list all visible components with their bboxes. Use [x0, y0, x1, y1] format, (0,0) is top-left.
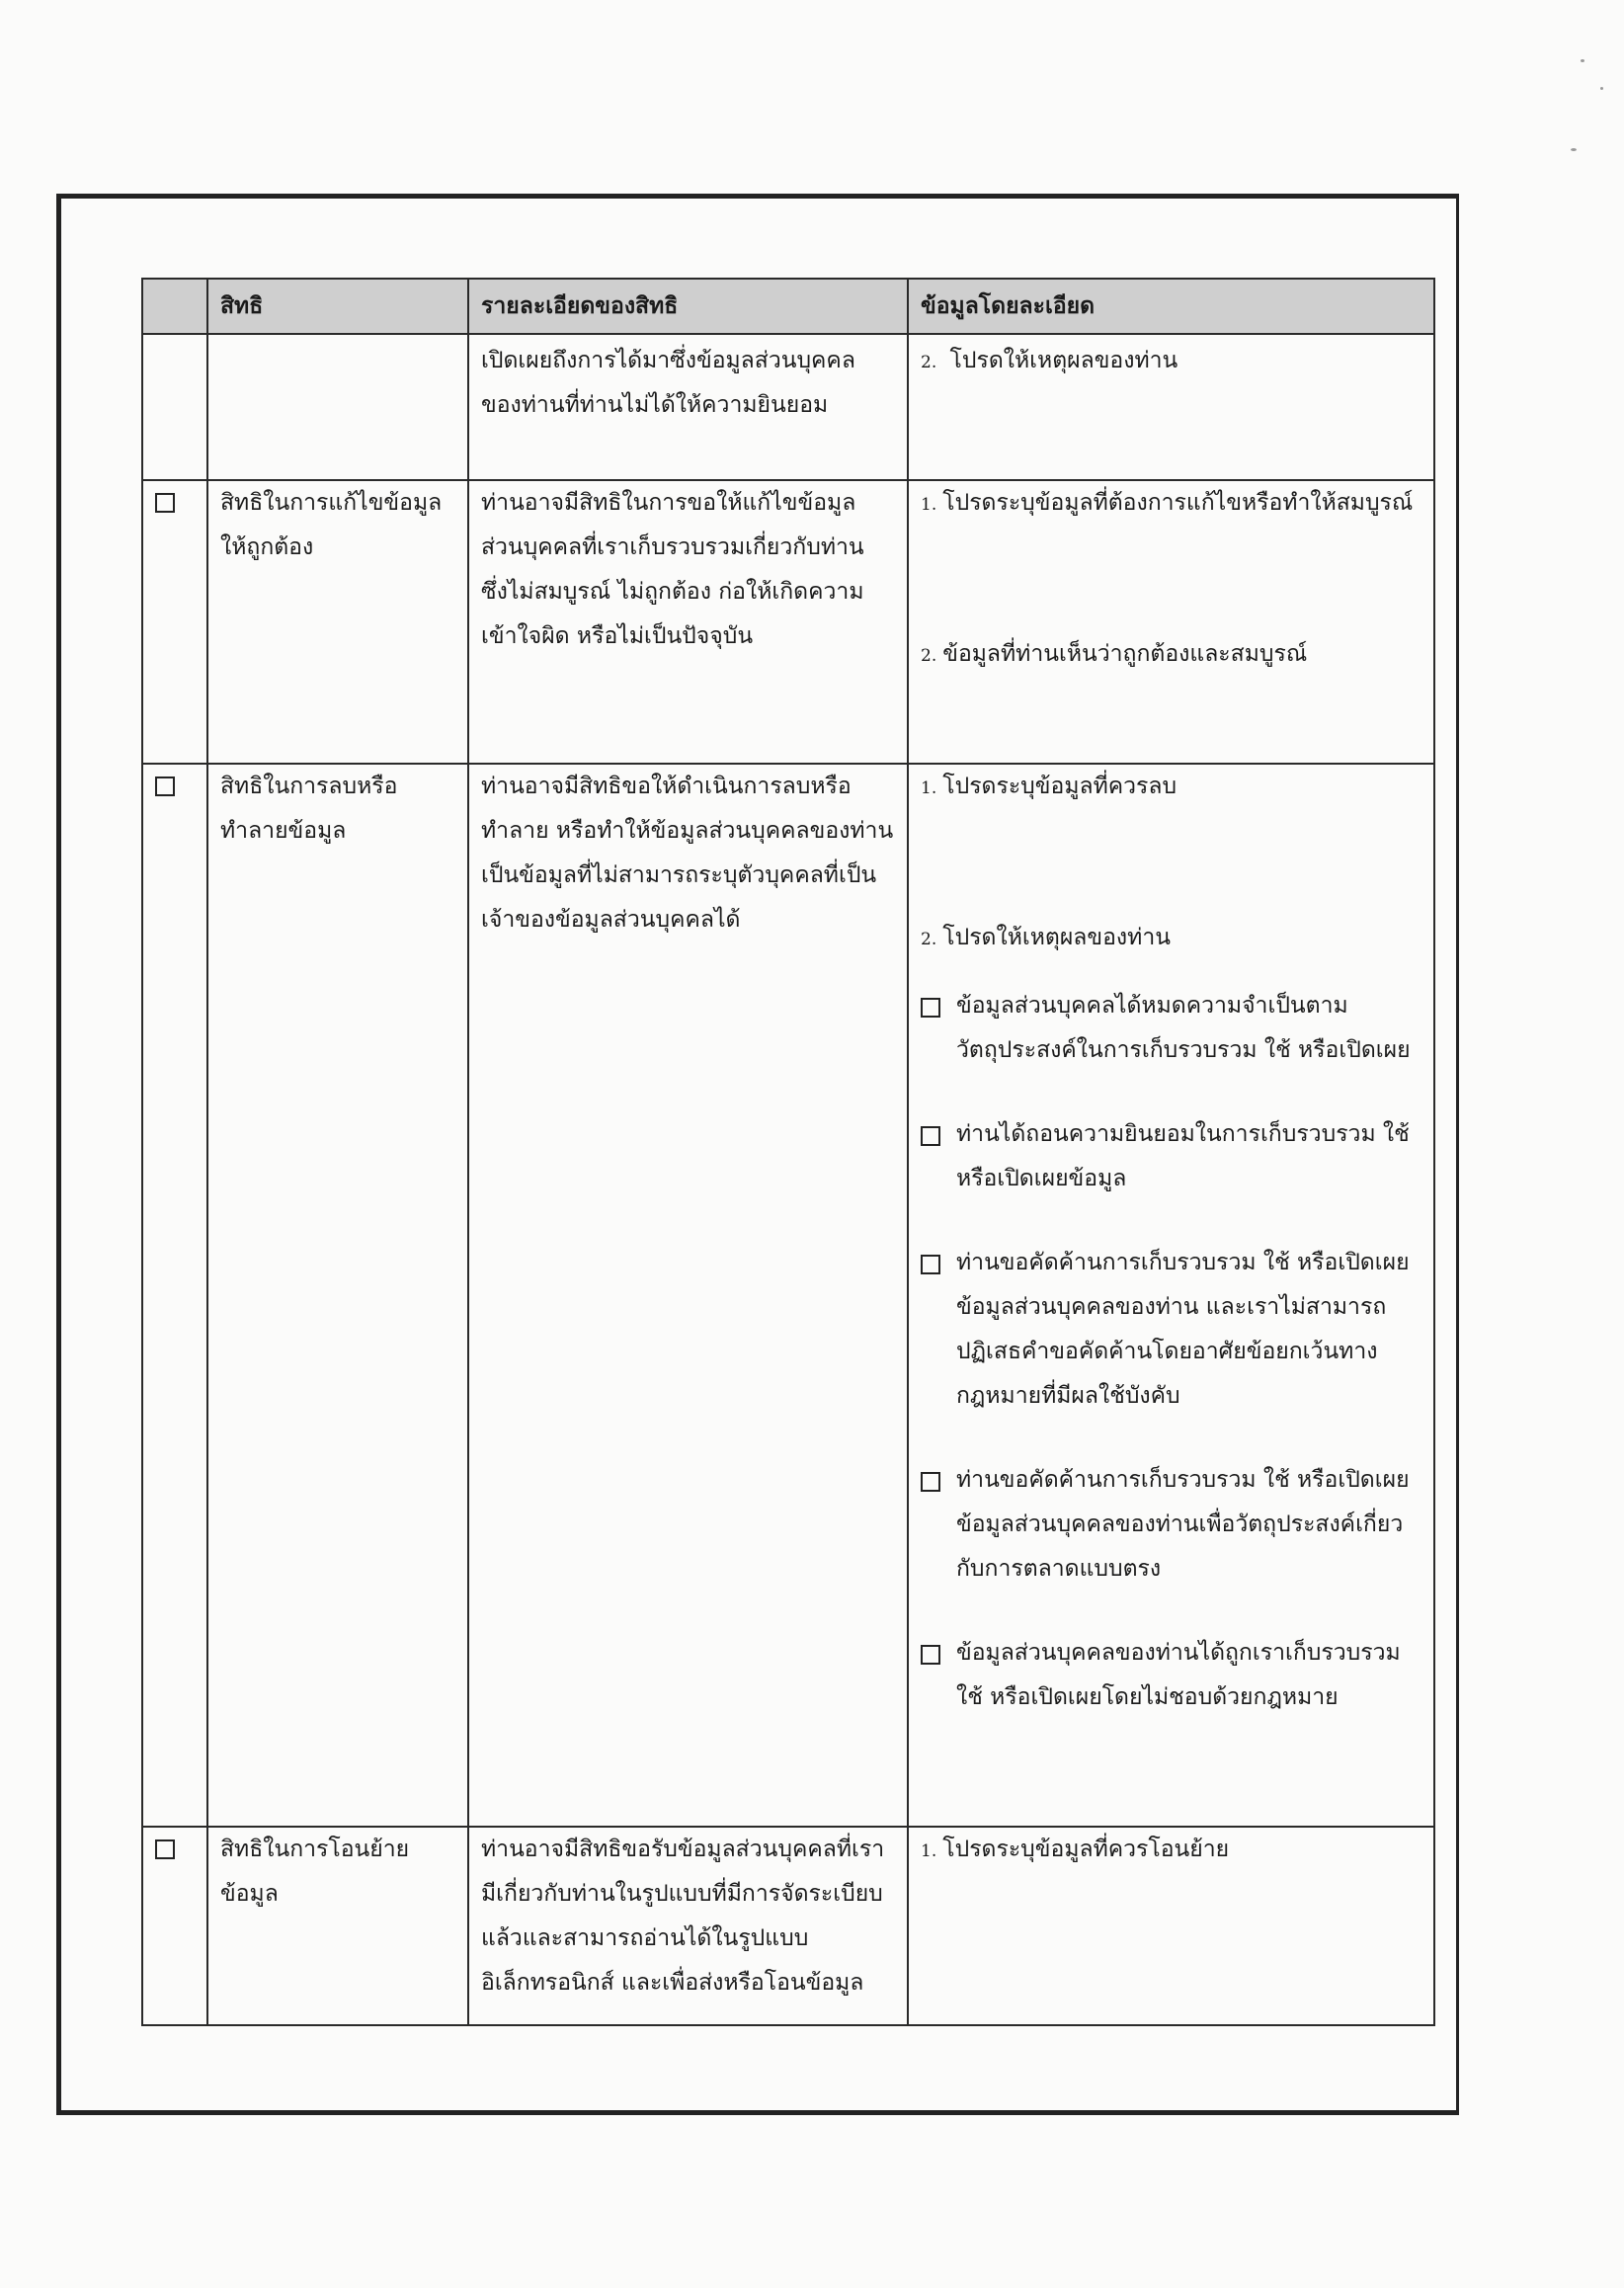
right-name [207, 334, 468, 480]
right-checkbox[interactable] [155, 1839, 175, 1859]
info-cell [908, 764, 1434, 1827]
reason-option: ท่านได้ถอนความยินยอมในการเก็บรวบรวม ใช้ หรือเปิดเผยข้อมูล [921, 1112, 1421, 1201]
right-description: เปิดเผยถึงการได้มาซึ่งข้อมูลส่วนบุคคลของท่านที่ท่านไม่ได้ให้ความยินยอม [468, 334, 908, 480]
reason-checkbox[interactable] [921, 1126, 940, 1146]
right-name: สิทธิในการแก้ไขข้อมูลให้ถูกต้อง [207, 480, 468, 764]
checkbox-cell [142, 764, 207, 1827]
table-row [142, 764, 1434, 1827]
scan-speck [1571, 148, 1577, 151]
header-checkbox-col [142, 279, 207, 334]
info-cell [908, 1827, 1434, 2025]
reason-option: ข้อมูลส่วนบุคคลของท่านได้ถูกเราเก็บรวบรวม ใช้ หรือเปิดเผยโดยไม่ชอบด้วยกฎหมาย [921, 1631, 1421, 1720]
table-row [142, 1827, 1434, 2025]
info-item: 2. โปรดให้เหตุผลของท่าน [921, 925, 1171, 950]
right-name: สิทธิในการลบหรือทำลายข้อมูล [207, 764, 468, 1827]
info-item: 1. โปรดระบุข้อมูลที่ควรโอนย้าย [921, 1837, 1230, 1862]
header-info: ข้อมูลโดยละเอียด [908, 279, 1434, 334]
reason-option: ท่านขอคัดค้านการเก็บรวบรวม ใช้ หรือเปิดเผยข้อมูลส่วนบุคคลของท่าน และเราไม่สามารถปฏิเสธคำขอคัดค้านโดยอาศัยข้อยกเว้นทางกฎหมายที่มีผลใช้บังคับ [921, 1241, 1421, 1419]
checkbox-cell [142, 480, 207, 764]
reason-option: ท่านขอคัดค้านการเก็บรวบรวม ใช้ หรือเปิดเผยข้อมูลส่วนบุคคลของท่านเพื่อวัตถุประสงค์เกี่ยวกับการตลาดแบบตรง [921, 1458, 1421, 1592]
table-header-row [142, 279, 1434, 334]
table-row [142, 480, 1434, 764]
right-description: ท่านอาจมีสิทธิขอให้ดำเนินการลบหรือทำลาย หรือทำให้ข้อมูลส่วนบุคคลของท่านเป็นข้อมูลที่ไม่สามารถระบุตัวบุคคลที่เป็นเจ้าของข้อมูลส่วนบุคคลได้ [468, 764, 908, 1827]
table-row [142, 334, 1434, 480]
scan-speck [1600, 87, 1603, 90]
info-cell [908, 480, 1434, 764]
right-description: ท่านอาจมีสิทธิขอรับข้อมูลส่วนบุคคลที่เรามีเกี่ยวกับท่านในรูปแบบที่มีการจัดระเบียบแล้วและสามารถอ่านได้ในรูปแบบอิเล็กทรอนิกส์ และเพื่อส่งหรือโอนข้อมูล [468, 1827, 908, 2025]
reason-option: ข้อมูลส่วนบุคคลได้หมดความจำเป็นตามวัตถุประสงค์ในการเก็บรวบรวม ใช้ หรือเปิดเผย [921, 984, 1421, 1073]
header-right: สิทธิ [207, 279, 468, 334]
reason-checkbox[interactable] [921, 1645, 940, 1665]
checkbox-cell [142, 334, 207, 480]
header-description: รายละเอียดของสิทธิ [468, 279, 908, 334]
right-checkbox[interactable] [155, 776, 175, 796]
right-name: สิทธิในการโอนย้ายข้อมูล [207, 1827, 468, 2025]
reason-checkbox[interactable] [921, 998, 940, 1018]
checkbox-cell [142, 1827, 207, 2025]
info-item: 2. ข้อมูลที่ท่านเห็นว่าถูกต้องและสมบูรณ์ [921, 641, 1308, 667]
info-item: 1. โปรดระบุข้อมูลที่ต้องการแก้ไขหรือทำให้สมบูรณ์ [921, 490, 1414, 516]
reason-checkbox[interactable] [921, 1472, 940, 1492]
right-description: ท่านอาจมีสิทธิในการขอให้แก้ไขข้อมูลส่วนบุคคลที่เราเก็บรวบรวมเกี่ยวกับท่าน ซึ่งไม่สมบูรณ์ ไม่ถูกต้อง ก่อให้เกิดความเข้าใจผิด หรือไม่เป็นปัจจุบัน [468, 480, 908, 764]
info-item: 1. โปรดระบุข้อมูลที่ควรลบ [921, 774, 1177, 799]
rights-table [141, 278, 1435, 2026]
reason-checkbox[interactable] [921, 1255, 940, 1274]
info-cell [908, 334, 1434, 480]
right-checkbox[interactable] [155, 493, 175, 513]
info-item: 2. โปรดให้เหตุผลของท่าน [921, 348, 1178, 373]
scan-speck [1581, 59, 1584, 62]
